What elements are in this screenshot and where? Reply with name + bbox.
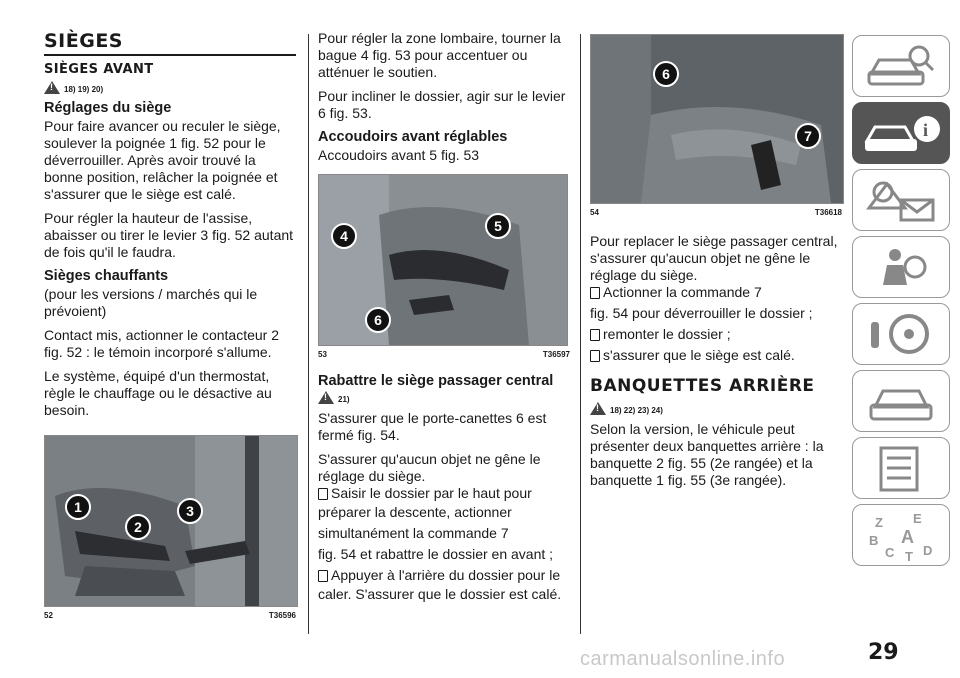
callout-2: 2 bbox=[125, 514, 151, 540]
section-title-sieges: SIÈGES bbox=[44, 30, 123, 52]
index-letter: C bbox=[885, 545, 895, 560]
callout-5: 5 bbox=[485, 213, 511, 239]
paragraph: fig. 54 pour déverrouiller le dossier ; bbox=[590, 305, 813, 321]
paragraph: préparer la descente, actionner bbox=[318, 504, 512, 520]
callout-6: 6 bbox=[653, 61, 679, 87]
watermark: carmanualsonline.info bbox=[580, 648, 786, 670]
section-rule bbox=[44, 54, 296, 56]
tab-car-search[interactable] bbox=[852, 35, 950, 97]
car-front-icon bbox=[853, 371, 949, 431]
center-seat-photo-54 bbox=[591, 35, 843, 203]
warning-triangle-icon bbox=[44, 81, 60, 94]
tab-driving[interactable] bbox=[852, 303, 950, 365]
warning-refs: 18) 19) 20) bbox=[64, 85, 104, 94]
section-title-banquettes: BANQUETTES ARRIÈRE bbox=[590, 376, 815, 396]
subsection-title-sieges-avant: SIÈGES AVANT bbox=[44, 62, 154, 77]
paragraph: S'assurer qu'aucun objet ne gêne le réglage du siège. bbox=[318, 451, 541, 484]
figure-code: T36618 bbox=[814, 208, 842, 217]
list-item bbox=[318, 485, 570, 502]
paragraph: Le système, équipé d'un thermostat, règle le chauffage ou le désactive au besoin. bbox=[44, 368, 272, 418]
figure-caption bbox=[318, 350, 570, 359]
callout-3: 3 bbox=[177, 498, 203, 524]
figure-53 bbox=[318, 174, 568, 346]
paragraph: Pour incliner le dossier, agir sur le levier 6 fig. 53. bbox=[318, 88, 566, 121]
list-item-text: remonter le dossier ; bbox=[603, 326, 731, 342]
paragraph: Selon la version, le véhicule peut présenter deux banquettes arrière : la banquette 2 fig. 55 (2e rangée) et la banquette 1 fig. 55 (3e rangée). bbox=[590, 421, 824, 488]
warning-triangle-icon bbox=[318, 391, 334, 404]
tab-car-info[interactable] bbox=[852, 102, 950, 164]
checkbox-bullet-icon bbox=[318, 488, 328, 500]
paragraph: Pour régler la zone lombaire, tourner la bague 4 fig. 53 pour accentuer ou atténuer le soutien. bbox=[318, 30, 561, 80]
index-letter: Z bbox=[875, 515, 883, 530]
list-item bbox=[590, 284, 842, 301]
index-letter: T bbox=[905, 549, 913, 564]
warning-ref bbox=[318, 391, 570, 404]
callout-1: 1 bbox=[65, 494, 91, 520]
column-divider bbox=[580, 34, 581, 634]
list-item bbox=[590, 347, 842, 364]
warning-refs: 21) bbox=[338, 395, 350, 404]
paragraph: simultanément la commande 7 bbox=[318, 525, 509, 541]
index-letter: E bbox=[913, 511, 922, 526]
paragraph: Pour régler la hauteur de l'assise, abaisser ou tirer le levier 3 fig. 52 autant de fois qu'il le faudra. bbox=[44, 210, 294, 260]
paragraph: caler. S'assurer que le dossier est calé. bbox=[318, 586, 562, 602]
paragraph: Pour faire avancer ou reculer le siège, soulever la poignée 1 fig. 52 pour le déverrouiller. Après avoir trouvé la bonne position, relâcher la poignée et s'assurer que le siège est calé. bbox=[44, 118, 281, 202]
checkbox-bullet-icon bbox=[318, 570, 328, 582]
index-letter: B bbox=[869, 533, 879, 548]
page-number: 29 bbox=[868, 640, 899, 665]
tab-safety[interactable] bbox=[852, 236, 950, 298]
figure-number: 52 bbox=[44, 611, 53, 620]
list-item bbox=[590, 326, 842, 343]
heading-chauffants: Sièges chauffants bbox=[44, 268, 169, 284]
paragraph: Pour replacer le siège passager central, s'assurer qu'aucun objet ne gêne le réglage du siège. bbox=[590, 233, 838, 283]
figure-54 bbox=[590, 34, 844, 204]
car-search-icon bbox=[853, 36, 949, 96]
tab-index[interactable] bbox=[852, 504, 950, 566]
column-3 bbox=[590, 34, 842, 496]
callout-4: 4 bbox=[331, 223, 357, 249]
list-item-text: Saisir le dossier par le haut pour bbox=[331, 485, 532, 501]
list-item-text: Actionner la commande 7 bbox=[603, 284, 762, 300]
list-item bbox=[318, 567, 570, 584]
callout-6: 6 bbox=[365, 307, 391, 333]
column-2 bbox=[318, 30, 570, 610]
paragraph: (pour les versions / marchés qui le prévoient) bbox=[44, 286, 258, 319]
checklist-icon bbox=[853, 438, 949, 498]
column-1 bbox=[44, 30, 296, 620]
airbag-person-icon bbox=[853, 237, 949, 297]
tab-maintenance[interactable] bbox=[852, 437, 950, 499]
checkbox-bullet-icon bbox=[590, 329, 600, 341]
paragraph: S'assurer que le porte-canettes 6 est fermé fig. 54. bbox=[318, 410, 547, 443]
figure-number: 54 bbox=[590, 208, 599, 217]
chapter-tabs bbox=[852, 35, 952, 571]
paragraph: Accoudoirs avant 5 fig. 53 bbox=[318, 147, 480, 163]
light-warning-envelope-icon bbox=[853, 170, 949, 230]
figure-code: T36597 bbox=[542, 350, 570, 359]
paragraph: fig. 54 et rabattre le dossier en avant ; bbox=[318, 546, 554, 562]
column-divider bbox=[308, 34, 309, 634]
index-letter: D bbox=[923, 543, 933, 558]
seat-photo-52 bbox=[45, 436, 297, 606]
figure-52 bbox=[44, 435, 298, 607]
tab-emergency[interactable] bbox=[852, 370, 950, 432]
figure-code: T36596 bbox=[268, 611, 296, 620]
figure-caption bbox=[590, 208, 842, 217]
list-item-text: Appuyer à l'arrière du dossier pour le bbox=[331, 567, 561, 583]
heading-rabattre: Rabattre le siège passager central bbox=[318, 373, 554, 389]
steering-wheel-key-icon bbox=[853, 304, 949, 364]
checkbox-bullet-icon bbox=[590, 350, 600, 362]
callout-7: 7 bbox=[795, 123, 821, 149]
figure-caption bbox=[44, 611, 296, 620]
car-info-icon bbox=[853, 103, 949, 163]
index-letter: A bbox=[901, 527, 914, 547]
warning-triangle-icon bbox=[590, 402, 606, 415]
tab-lights-warnings[interactable] bbox=[852, 169, 950, 231]
heading-accoudoirs: Accoudoirs avant réglables bbox=[318, 129, 508, 145]
warning-ref bbox=[590, 402, 842, 415]
paragraph: Contact mis, actionner le contacteur 2 fig. 52 : le témoin incorporé s'allume. bbox=[44, 327, 280, 360]
svg-text:i: i bbox=[923, 120, 929, 140]
armrest-photo-53 bbox=[319, 175, 567, 345]
warning-refs: 18) 22) 23) 24) bbox=[610, 406, 663, 415]
checkbox-bullet-icon bbox=[590, 287, 600, 299]
heading-reglages: Réglages du siège bbox=[44, 100, 172, 116]
list-item-text: s'assurer que le siège est calé. bbox=[603, 347, 795, 363]
figure-number: 53 bbox=[318, 350, 327, 359]
alphabet-index-icon bbox=[853, 505, 949, 565]
warning-ref bbox=[44, 81, 296, 94]
